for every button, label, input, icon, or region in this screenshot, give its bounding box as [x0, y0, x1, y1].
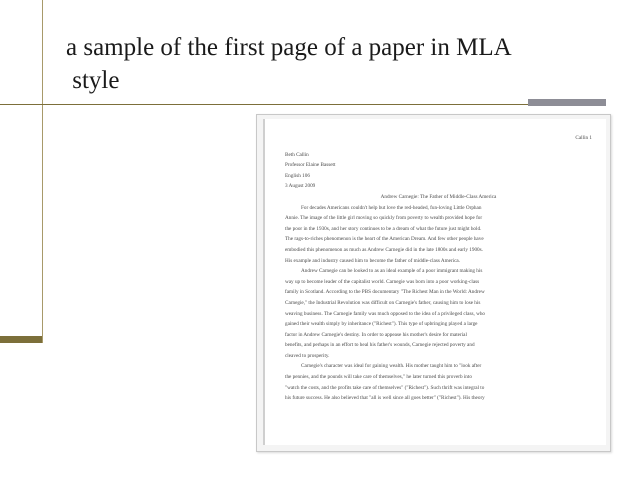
paragraph-line: embodied this phenomenon as much as Andrew Carnegie did in the late 1800s and early 1900s. [285, 246, 483, 253]
title-divider [0, 104, 604, 105]
paragraph-line: way up to become leader of the capitalist world. Carnegie was born into a poor working-class [285, 278, 480, 285]
paragraph-line: The rags-to-riches phenomenon is the heart of the American Dream. And few other people have [285, 236, 484, 243]
paragraph-line: family in Scotland. According to the PBS documentary "The Richest Man in the World: Andrew [285, 289, 485, 296]
paragraph-line: "watch the costs, and the profits take care of themselves" ("Richest"). Such thrift was integral to [285, 384, 485, 391]
paragraph-line: Andrew Carnegie can be looked to as an ideal example of a poor immigrant making his [301, 268, 483, 275]
paragraph-line: For decades Americans couldn't help but love the red-headed, fun-loving Little Orphan [301, 204, 482, 211]
decorative-vertical-bar [0, 0, 43, 343]
paragraph-1 [285, 203, 592, 267]
paper-image-frame [256, 114, 611, 452]
slide-title-line-1: a sample of the first page of a paper in MLA [66, 34, 512, 61]
heading-professor: Professor Elaine Bassett [285, 162, 336, 169]
paper-page [263, 119, 606, 445]
decorative-bar-cap [0, 336, 42, 343]
slide-title-line-2: style [66, 67, 120, 94]
paragraph-line: cleaved to prosperity. [285, 352, 330, 359]
paragraph-line: His example and industry caused him to become the father of middle-class America. [285, 257, 461, 264]
paragraph-line: weaving business. The Carnegie family was much opposed to the idea of a privileged class, who [285, 310, 486, 317]
paragraph-2 [285, 266, 592, 361]
paragraph-line: factor in Andrew Carnegie's destiny. In order to appease his mother's desire for material [285, 331, 467, 338]
heading-course: English 106 [285, 172, 310, 179]
paragraph-line: Carnegie's character was ideal for gaining wealth. His mother taught him to "look after [301, 363, 482, 370]
slide-title [66, 31, 606, 97]
paragraph-line: benefits, and perhaps in an effort to heal his father's wounds, Carnegie rejected poverty and [285, 342, 475, 349]
paper-content [285, 133, 592, 404]
heading-author: Beth Callin [285, 151, 309, 158]
paragraph-3 [285, 361, 592, 403]
title-divider-accent [528, 99, 606, 106]
paragraph-line: the pennies, and the pounds will take care of themselves," he later turned this proverb into [285, 374, 472, 381]
paragraph-line: gained their wealth simply by inheritance ("Richest"). This type of upbringing played a large [285, 321, 478, 328]
paragraph-line: his future success. He also believed that "all is well since all goes better" ("Richest"). His theory [285, 395, 485, 402]
paragraph-line: Annie. The image of the little girl moving so quickly from poverty to wealth provided hope for [285, 215, 483, 222]
paper-title: Andrew Carnegie: The Father of Middle-Class America [380, 193, 497, 200]
running-head: Callin 1 [575, 135, 592, 141]
paragraph-line: the poor in the 1930s, and her story continues to be a dream of what the future just might hold. [285, 225, 482, 232]
paragraph-line: Carnegie," the Industrial Revolution was difficult on Carnegie's father, causing him to lose his [285, 299, 481, 306]
heading-date: 3 August 2009 [285, 183, 316, 190]
